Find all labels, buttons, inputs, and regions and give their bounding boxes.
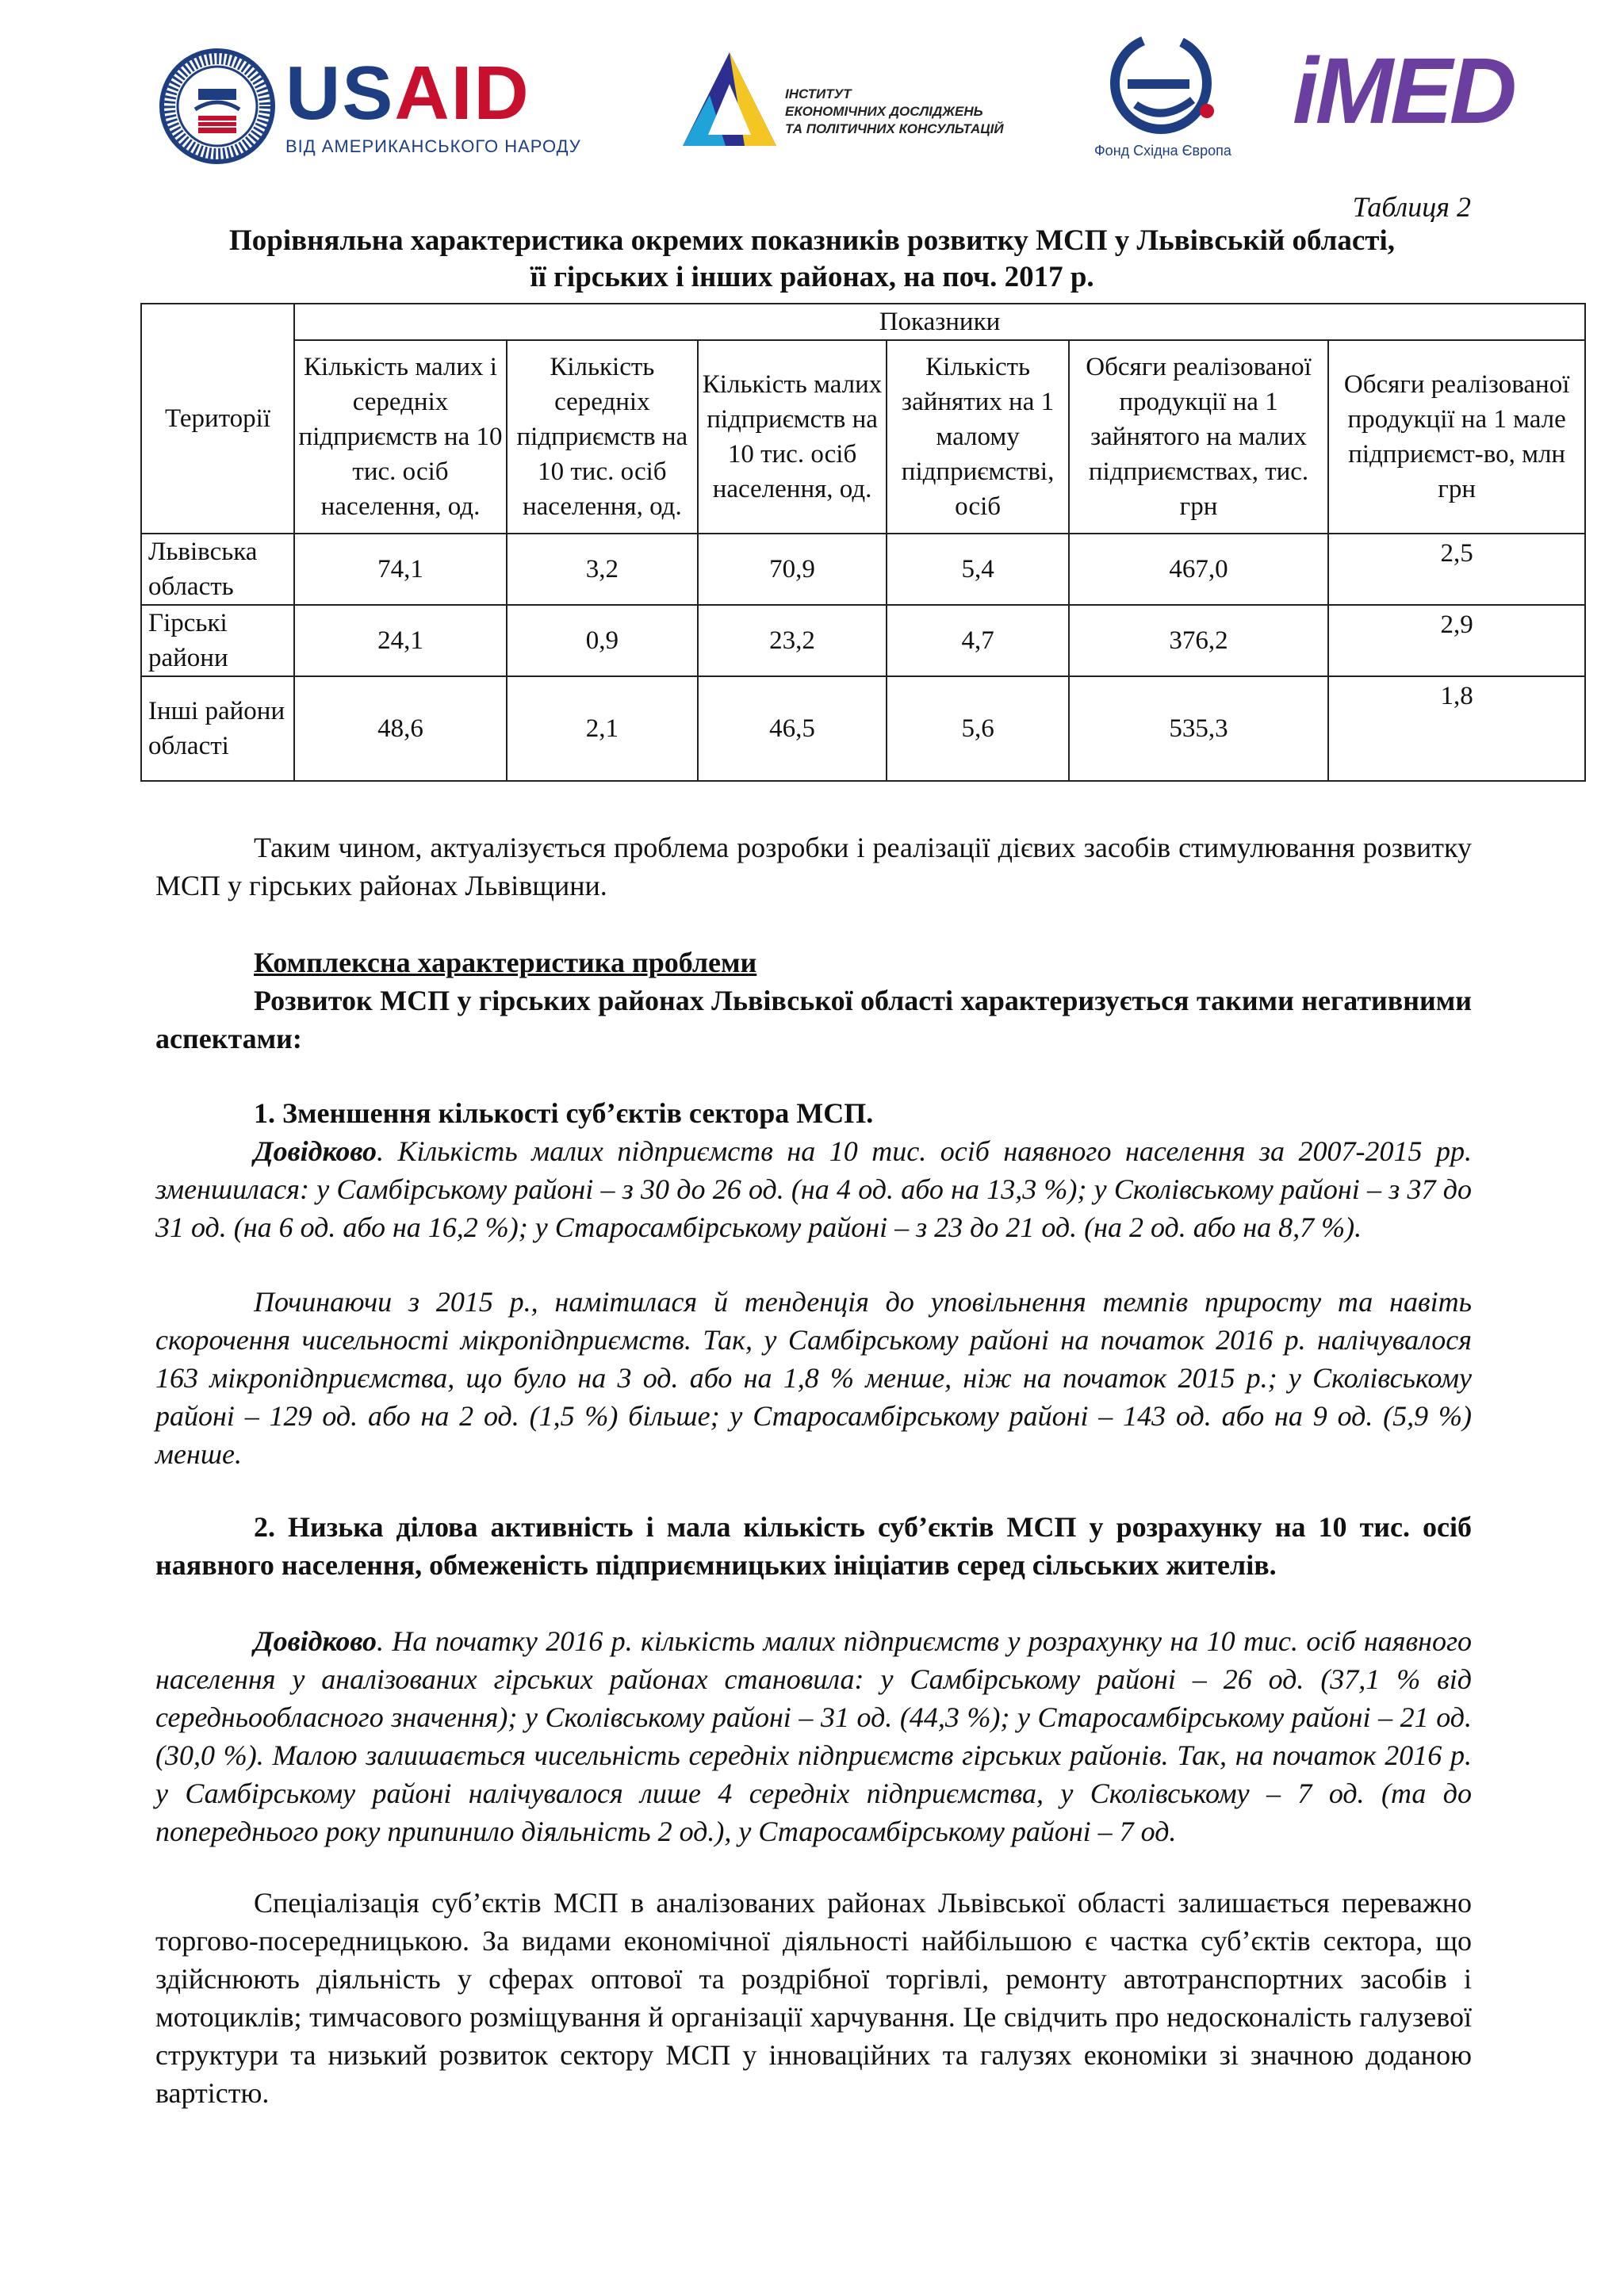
column-header: Кількість малих підприємств на 10 тис. осіб населення, од. [698,340,887,534]
column-header: Обсяги реалізованої продукції на 1 мале підприємст-во, млн грн [1328,340,1585,534]
indicators-group-header: Показники [294,304,1585,340]
ier-name: ІНСТИТУТ ЕКОНОМІЧНИХ ДОСЛІДЖЕНЬ ТА ПОЛІТИЧНИХ КОНСУЛЬТАЦІЙ [785,86,1004,136]
section-heading: Комплексна характеристика проблеми [254,947,757,978]
efe-emblem-icon [1104,32,1223,135]
table-row [141,605,1585,676]
table-cell: 1,8 [1328,676,1585,781]
table-cell: 70,9 [698,534,887,605]
logo-strip [151,24,1514,174]
table-row [141,676,1585,781]
table-cell: 0,9 [507,605,698,676]
reference-paragraph-2: Довідково. На початку 2016 р. кількість малих підприємств у розрахунку на 10 тис. осіб наявного населення у аналізованих гірських районах становила: у Самбірському районі – 26 од. (37,1 % від середньообласного значення); у Сколівському районі – 31 од. (44,3 %); у Старосамбірському районі – 21 од. (30,0 %). Малою залишається чисельність середніх підприємств гірських районів. Так, на початок 2016 р. у Самбірському районі налічувалося лише 4 середніх підприємства, у Сколівському – 7 од. (та до попереднього року припинило діяльність 2 од.), у Старосамбірському районі – 7 од. [155,1625,1472,1847]
territory-cell: Гірські райони [141,605,294,676]
table-cell: 48,6 [294,676,507,781]
table-cell: 5,4 [887,534,1068,605]
table-cell: 24,1 [294,605,507,676]
usaid-seal-icon [159,48,276,165]
specialization-paragraph: Спеціалізація суб’єктів МСП в аналізованих районах Львівської області залишається переважно торгово-посередницькою. За видами економічної діяльності найбільшою є частка суб’єктів сектора, що здійснюють діяльність у сферах оптової та роздрібної торгівлі, ремонту автотранспортних засобів і мотоциклів; тимчасового розміщування й організації харчування. Це свідчить про недосконалість галузевої структури та низький розвиток сектору МСП у інноваційних та галузях економіки зі значною доданою вартістю. [155,1887,1472,2109]
trend-paragraph: Починаючи з 2015 р., намітилася й тенденція до уповільнення темпів приросту та навіть скорочення чисельності мікропідприємств. Так, у Самбірському районі на початок 2016 р. налічувалося 163 мікропідприємства, що було на 3 од. або на 1,8 % менше, ніж на початок 2015 р.; у Сколівському районі – 129 од. або на 2 од. (1,5 %) більше; у Старосамбірському районі – 143 од. або на 9 од. (5,9 %) менше. [155,1286,1472,1470]
table-cell: 2,9 [1328,605,1585,676]
reference-label: Довідково [254,1625,377,1657]
column-header: Кількість зайнятих на 1 малому підприємстві, осіб [887,340,1068,534]
column-header: Кількість малих і середніх підприємств на 10 тис. осіб населення, од. [294,340,507,534]
table-cell: 2,1 [507,676,698,781]
usaid-tagline: ВІД АМЕРИКАНСЬКОГО НАРОДУ [285,136,581,156]
reference-paragraph-1: Довідково. Кількість малих підприємств на 10 тис. осіб наявного населення за 2007-2015 рр. зменшилася: у Самбірському районі – з 30 до 26 од. (на 4 од. або на 13,3 %); у Сколівському районі – з 37 до 31 од. (на 6 од. або на 16,2 %); у Старосамбірському районі – з 23 до 21 од. (на 2 од. або на 8,7 %). [155,1135,1472,1243]
section-intro: Розвиток МСП у гірських районах Львівської області характеризується такими негативними аспектами: [155,985,1472,1054]
imed-wordmark: iMED [1293,39,1514,144]
table-header-row [141,304,1585,340]
table-title-line1: Порівняльна характеристика окремих показників розвитку МСП у Львівській області, [228,224,1395,257]
column-header: Кількість середніх підприємств на 10 тис. осіб населення, од. [507,340,698,534]
table-cell: 23,2 [698,605,887,676]
territory-cell: Інші райони області [141,676,294,781]
subheading-2: 2. Низька ділова активність і мала кількість суб’єктів МСП у розрахунку на 10 тис. осіб наявного населення, обмеженість підприємницьких ініціатив серед сільських жителів. [155,1511,1472,1581]
table-cell: 376,2 [1069,605,1329,676]
efe-name: Фонд Східна Європа [1094,143,1231,159]
table-cell: 467,0 [1069,534,1329,605]
triangle-icon [678,48,781,151]
table-cell: 74,1 [294,534,507,605]
indicators-table [140,303,1586,782]
usaid-logo [159,48,581,166]
territory-header: Території [141,304,294,534]
table-cell: 535,3 [1069,676,1329,781]
column-header: Обсяги реалізованої продукції на 1 зайнятого на малих підприємствах, тис. грн [1069,340,1329,534]
table-cell: 5,6 [887,676,1068,781]
table-label: Таблиця 2 [1352,191,1471,223]
table-cell: 4,7 [887,605,1068,676]
table-title-line2: її гірських і інших районах, на поч. 2017 р. [530,261,1094,293]
conclusion-paragraph: Таким чином, актуалізується проблема розробки і реалізації дієвих засобів стимулювання розвитку МСП у гірських районах Львівщини. [155,832,1472,901]
usaid-wordmark: USAID [285,51,530,136]
table-cell: 2,5 [1328,534,1585,605]
column-header-row [141,340,1585,534]
reference-label: Довідково [254,1135,377,1167]
table-row [141,534,1585,605]
table-cell: 3,2 [507,534,698,605]
imed-logo [1293,36,1514,155]
ier-logo [678,48,1059,166]
table-cell: 46,5 [698,676,887,781]
territory-cell: Львівська область [141,534,294,605]
subheading-1: 1. Зменшення кількості суб’єктів сектора МСП. [254,1097,874,1129]
east-europe-foundation-logo [1094,32,1253,170]
